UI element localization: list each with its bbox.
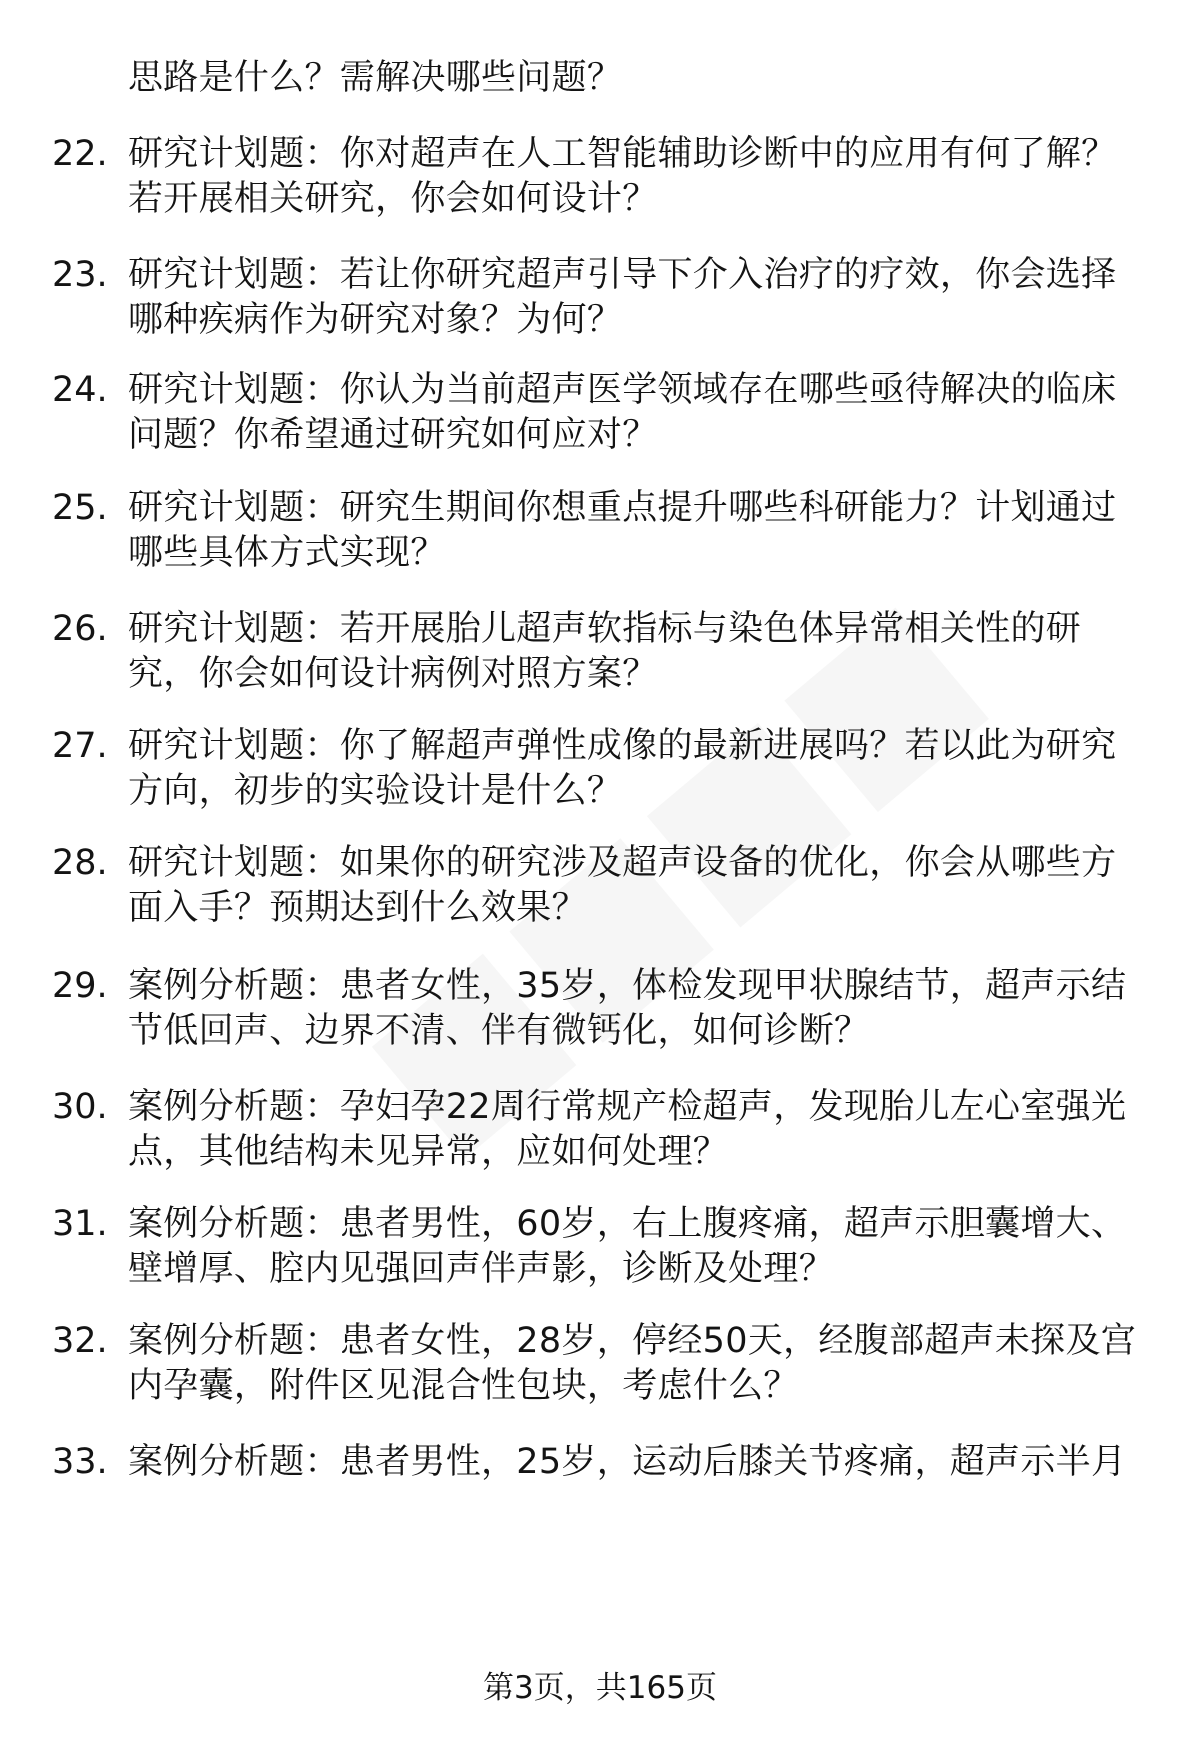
question-line: 研究计划题：如果你的研究涉及超声设备的优化，你会从哪些方 — [128, 843, 1117, 883]
question-line: 研究计划题：你对超声在人工智能辅助诊断中的应用有何了解？ — [128, 134, 1117, 174]
question-line: 案例分析题：患者男性，60岁，右上腹疼痛，超声示胆囊增大、 — [128, 1204, 1127, 1244]
question-line: 案例分析题：患者男性，25岁，运动后膝关节疼痛，超声示半月 — [128, 1442, 1127, 1482]
question-number: 26. — [52, 609, 108, 649]
question-number: 28. — [52, 843, 108, 883]
question-line: 究，你会如何设计病例对照方案？ — [128, 654, 658, 694]
question-number: 32. — [52, 1321, 108, 1361]
question-number: 27. — [52, 726, 108, 766]
question-line: 研究计划题：你了解超声弹性成像的最新进展吗？若以此为研究 — [128, 726, 1117, 766]
question-line: 面入手？预期达到什么效果？ — [128, 888, 587, 928]
question-line: 问题？你希望通过研究如何应对？ — [128, 415, 658, 455]
question-line: 研究计划题：若让你研究超声引导下介入治疗的疗效，你会选择 — [128, 255, 1117, 295]
question-line: 案例分析题：患者女性，28岁，停经50天，经腹部超声未探及宫 — [128, 1321, 1137, 1361]
continuation-line: 思路是什么？需解决哪些问题？ — [128, 58, 623, 98]
question-line: 研究计划题：研究生期间你想重点提升哪些科研能力？计划通过 — [128, 488, 1117, 528]
question-number: 25. — [52, 488, 108, 528]
question-number: 22. — [52, 134, 108, 174]
question-number: 33. — [52, 1442, 108, 1482]
question-line: 内孕囊，附件区见混合性包块，考虑什么？ — [128, 1366, 799, 1406]
question-number: 31. — [52, 1204, 108, 1244]
question-line: 研究计划题：若开展胎儿超声软指标与染色体异常相关性的研 — [128, 609, 1082, 649]
question-line: 节低回声、边界不清、伴有微钙化，如何诊断？ — [128, 1011, 870, 1051]
question-line: 哪种疾病作为研究对象？为何？ — [128, 300, 623, 340]
question-line: 方向，初步的实验设计是什么？ — [128, 771, 623, 811]
question-line: 若开展相关研究，你会如何设计？ — [128, 179, 658, 219]
question-line: 案例分析题：患者女性，35岁，体检发现甲状腺结节，超声示结 — [128, 966, 1127, 1006]
question-line: 点，其他结构未见异常，应如何处理？ — [128, 1132, 729, 1172]
question-number: 23. — [52, 255, 108, 295]
question-line: 案例分析题：孕妇孕22周行常规产检超声，发现胎儿左心室强光 — [128, 1087, 1127, 1127]
question-line: 哪些具体方式实现？ — [128, 533, 446, 573]
question-line: 壁增厚、腔内见强回声伴声影，诊断及处理？ — [128, 1249, 835, 1289]
question-number: 30. — [52, 1087, 108, 1127]
question-number: 29. — [52, 966, 108, 1006]
page-number-footer: 第3页，共165页 — [483, 1670, 717, 1706]
question-line: 研究计划题：你认为当前超声医学领域存在哪些亟待解决的临床 — [128, 370, 1117, 410]
question-number: 24. — [52, 370, 108, 410]
